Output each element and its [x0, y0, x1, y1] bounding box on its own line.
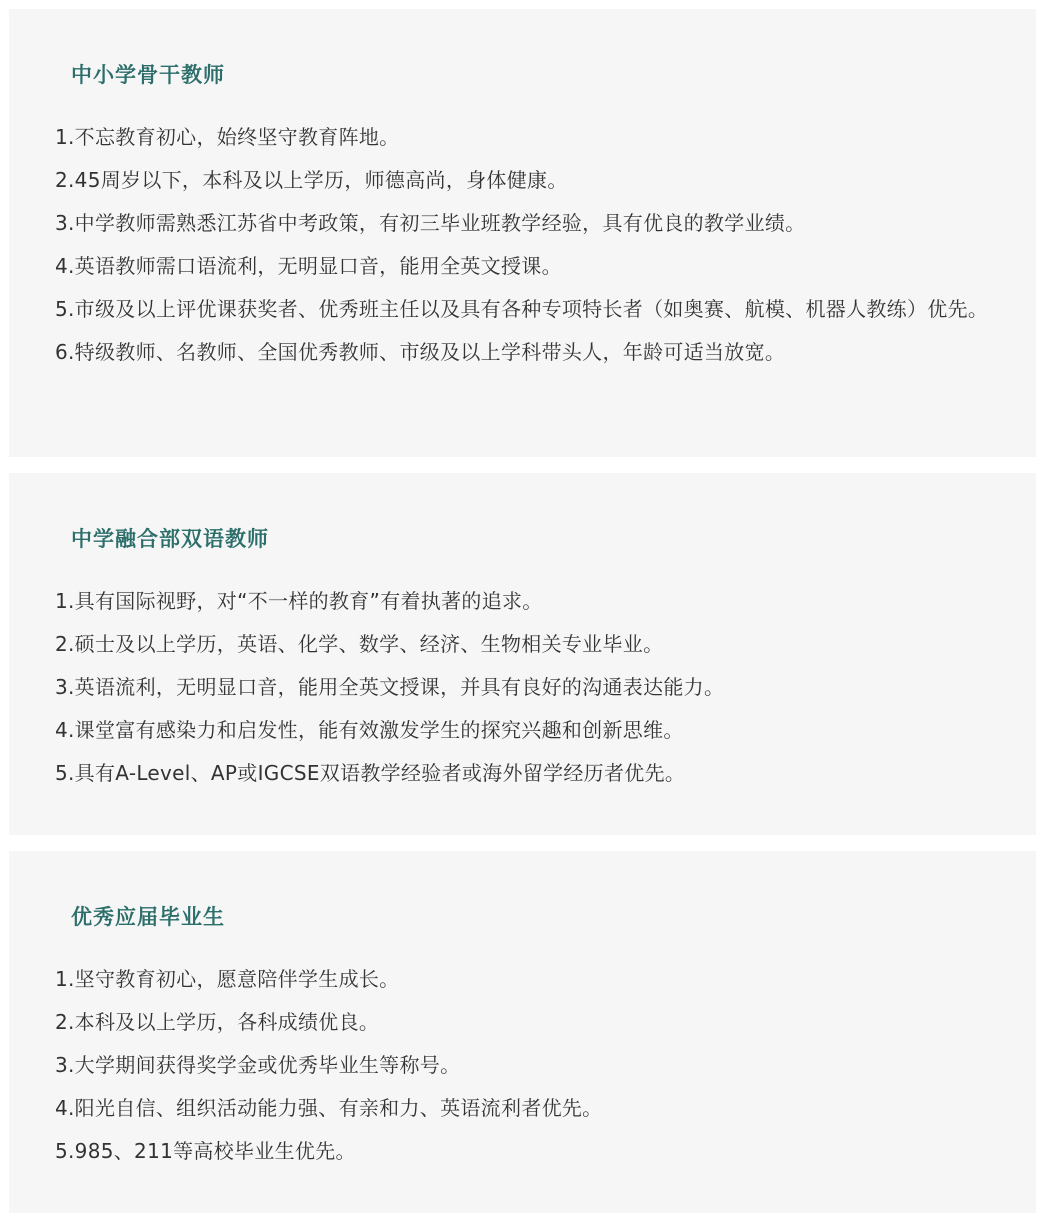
- requirement-item: 2.45周岁以下，本科及以上学历，师德高尚，身体健康。: [55, 168, 568, 192]
- section-title: 中学融合部双语教师: [71, 527, 269, 551]
- requirements-list: [55, 958, 1005, 1173]
- requirement-item: 4.英语教师需口语流利，无明显口音，能用全英文授课。: [55, 254, 562, 278]
- section-title: 优秀应届毕业生: [71, 905, 225, 929]
- requirement-item: 2.硕士及以上学历，英语、化学、数学、经济、生物相关专业毕业。: [55, 632, 664, 656]
- section-title: 中小学骨干教师: [71, 63, 225, 87]
- requirements-list: [55, 116, 1005, 374]
- requirement-item: 5.985、211等高校毕业生优先。: [55, 1139, 356, 1163]
- requirement-item: 5.市级及以上评优课获奖者、优秀班主任以及具有各种专项特长者（如奥赛、航模、机器人教练）优先。: [55, 297, 989, 321]
- section-card-backbone-teachers: [9, 9, 1036, 457]
- requirements-list: [55, 580, 1005, 795]
- requirement-item: 3.英语流利，无明显口音，能用全英文授课，并具有良好的沟通表达能力。: [55, 675, 725, 699]
- requirement-item: 1.具有国际视野，对“不一样的教育”有着执著的追求。: [55, 589, 543, 613]
- section-card-graduates: [9, 851, 1036, 1213]
- requirement-item: 4.课堂富有感染力和启发性，能有效激发学生的探究兴趣和创新思维。: [55, 718, 684, 742]
- requirement-item: 4.阳光自信、组织活动能力强、有亲和力、英语流利者优先。: [55, 1096, 603, 1120]
- requirement-item: 5.具有A-Level、AP或IGCSE双语教学经验者或海外留学经历者优先。: [55, 761, 686, 785]
- requirement-item: 1.坚守教育初心，愿意陪伴学生成长。: [55, 967, 400, 991]
- requirement-item: 6.特级教师、名教师、全国优秀教师、市级及以上学科带头人，年龄可适当放宽。: [55, 340, 786, 364]
- requirement-item: 2.本科及以上学历，各科成绩优良。: [55, 1010, 380, 1034]
- requirement-item: 1.不忘教育初心，始终坚守教育阵地。: [55, 125, 400, 149]
- requirement-item: 3.中学教师需熟悉江苏省中考政策，有初三毕业班教学经验，具有优良的教学业绩。: [55, 211, 806, 235]
- requirement-item: 3.大学期间获得奖学金或优秀毕业生等称号。: [55, 1053, 461, 1077]
- section-card-bilingual-teachers: [9, 473, 1036, 835]
